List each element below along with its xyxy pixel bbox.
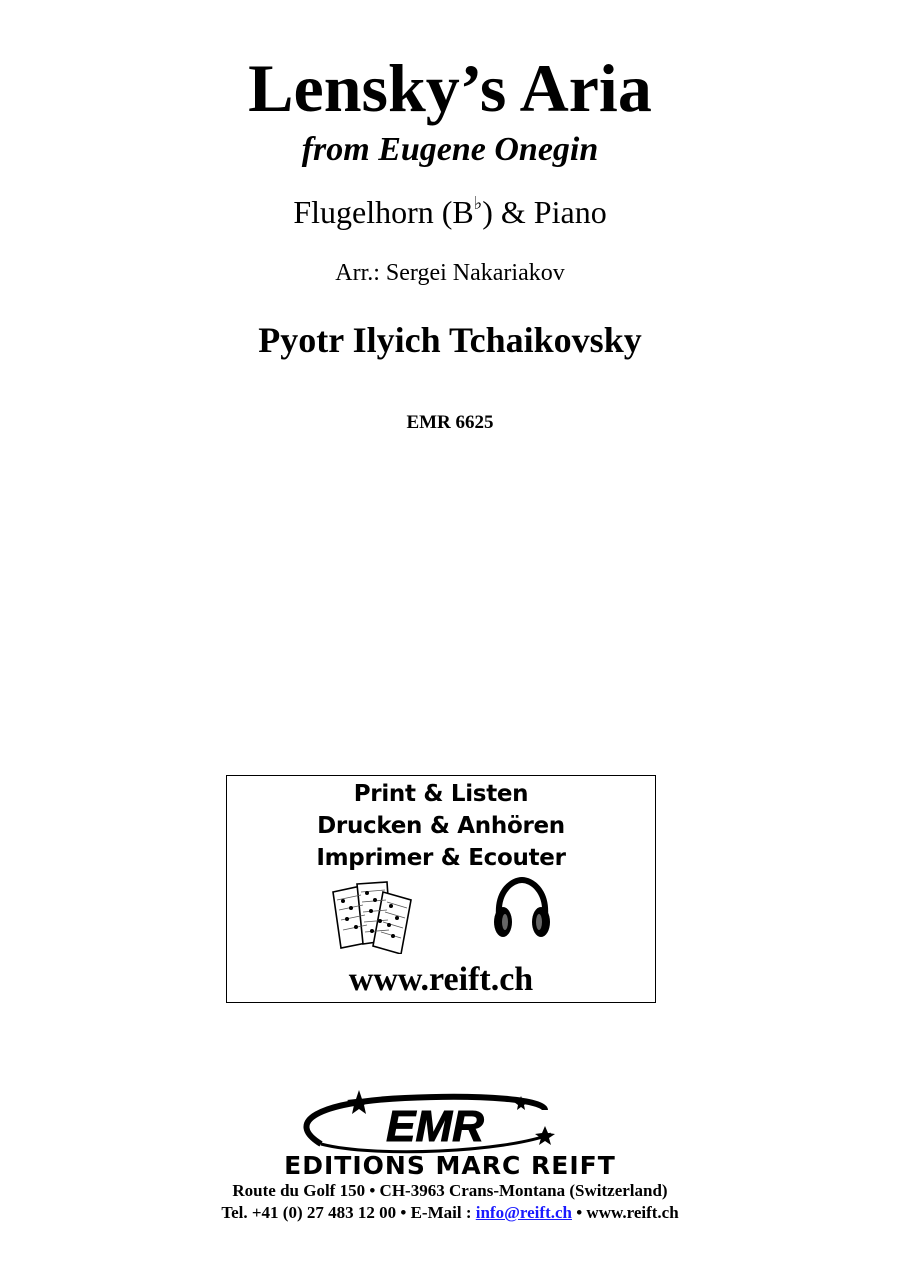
instrument-suffix: ) & Piano	[482, 194, 607, 230]
promo-line-french: Imprimer & Ecouter	[316, 845, 566, 871]
instrumentation	[0, 192, 900, 232]
sheet-music-icon	[327, 878, 423, 954]
svg-text:EDITIONS MARC REIFT: EDITIONS MARC REIFT	[284, 1151, 616, 1178]
email-label: • E-Mail :	[400, 1203, 472, 1222]
arranger: Arr.: Sergei Nakariakov	[335, 260, 565, 286]
headphones-icon	[489, 876, 555, 942]
publisher-tel: Tel. +41 (0) 27 483 12 00	[221, 1203, 397, 1222]
emr-logo	[255, 1086, 645, 1178]
promo-line-english: Print & Listen	[353, 781, 529, 807]
print-listen-box	[226, 775, 656, 1003]
publisher-contact	[0, 1202, 900, 1224]
promo-line-german: Drucken & Anhören	[317, 813, 565, 839]
flat-sign: ♭	[473, 193, 483, 214]
publisher-web[interactable]: • www.reift.ch	[576, 1203, 679, 1222]
publisher-address: Route du Golf 150 • CH-3963 Crans-Montana (Switzerland)	[232, 1181, 668, 1200]
svg-text:EMR: EMR	[386, 1102, 484, 1151]
promo-website[interactable]: www.reift.ch	[348, 961, 534, 998]
composer: Pyotr Ilyich Tchaikovsky	[258, 320, 642, 360]
instrument-prefix: Flugelhorn (B	[293, 194, 474, 230]
score-subtitle: from Eugene Onegin	[301, 131, 599, 168]
score-title: Lensky’s Aria	[248, 50, 652, 126]
email-link[interactable]: info@reift.ch	[475, 1203, 572, 1222]
catalog-number: EMR 6625	[406, 412, 494, 433]
